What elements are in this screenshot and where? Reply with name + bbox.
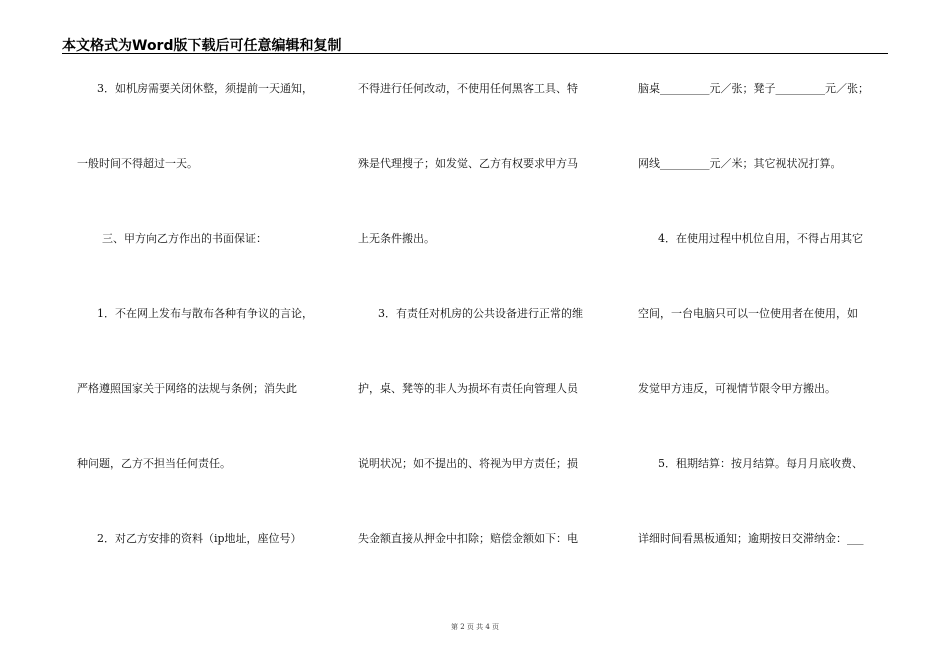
- paragraph-line: 殊是代理搜子；如发觉、乙方有权要求甲方马: [358, 157, 578, 170]
- paragraph-line: 失金额直接从押金中扣除；赔偿金额如下：电: [358, 532, 578, 545]
- paragraph-line: 3．有责任对机房的公共设备进行正常的维: [378, 307, 583, 320]
- header-divider: [62, 53, 888, 54]
- paragraph-line: 4．在使用过程中机位自用，不得占用其它: [658, 232, 863, 245]
- document-header-title: 本文格式为Word版下载后可任意编辑和复制: [62, 38, 342, 54]
- paragraph-line: 说明状况；如不提出的、将视为甲方责任；损: [358, 457, 578, 470]
- paragraph-line: 2．对乙方安排的资料（ip地址，座位号）: [97, 532, 302, 545]
- paragraph-line: 护，桌、凳等的非人为损坏有责任向管理人员: [358, 382, 578, 395]
- paragraph-line: 上无条件搬出。: [358, 232, 435, 245]
- paragraph-line: 不得进行任何改动，不使用任何黑客工具、特: [358, 82, 578, 95]
- paragraph-line: 发觉甲方违反，可视情节限令甲方搬出。: [638, 382, 836, 395]
- paragraph-line: 网线_________元／米；其它视状况打算。: [638, 157, 842, 170]
- paragraph-line: 详细时间看黑板通知；逾期按日交滞纳金：___: [638, 532, 864, 545]
- paragraph-line: 种问题，乙方不担当任何责任。: [77, 457, 231, 470]
- paragraph-line: 5．租期结算：按月结算。每月月底收费、: [658, 457, 863, 470]
- paragraph-line: 空间，一台电脑只可以一位使用者在使用，如: [638, 307, 858, 320]
- paragraph-line: 严格遵照国家关于网络的法规与条例；消失此: [77, 382, 297, 395]
- page-number: 第 2 页 共 4 页: [450, 623, 500, 631]
- paragraph-line: 3．如机房需要关闭休整，须提前一天通知，: [97, 82, 313, 95]
- section-heading: 三、甲方向乙方作出的书面保证：: [102, 232, 267, 245]
- paragraph-line: 一般时间不得超过一天。: [77, 157, 198, 170]
- paragraph-line: 1．不在网上发布与散布各种有争议的言论，: [97, 307, 313, 320]
- paragraph-line: 脑桌_________元／张；凳子_________元／张；: [638, 82, 869, 95]
